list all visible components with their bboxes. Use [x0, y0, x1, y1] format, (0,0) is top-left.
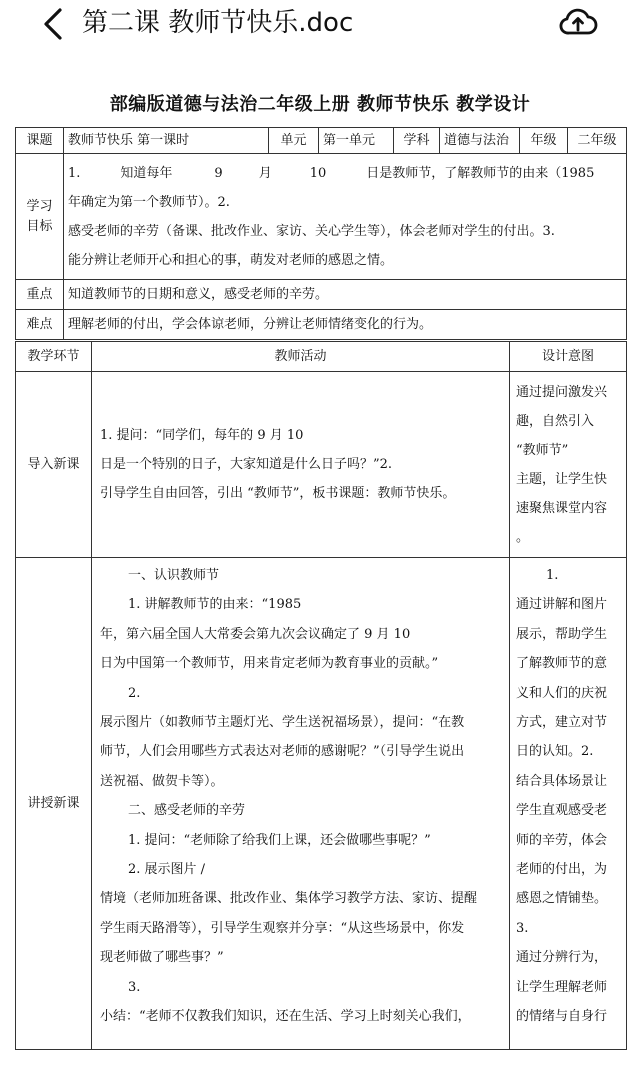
intent-intro-line: 趣，自然引入 — [516, 413, 595, 429]
intent-intro-line: 。 — [516, 529, 530, 545]
intent-line: 结合具体场景让 — [516, 773, 608, 789]
lesson-plan-heading: 部编版道德与法治二年级上册 教师节快乐 教学设计 — [109, 94, 531, 115]
intent-intro-line: 主题，让学生快 — [516, 471, 608, 487]
unit-label: 单元 — [269, 128, 319, 154]
goals-label-line1: 学习 — [26, 198, 53, 214]
activity-line: 1. 讲解教师节的由来：“1985 — [128, 597, 302, 613]
intent-line: 方式，建立对节 — [516, 715, 608, 731]
activity-new-lesson — [92, 558, 510, 1050]
activity-intro-line: 日是一个特别的日子，大家知道是什么日子吗？”2. — [100, 457, 393, 472]
goal-month: 月 — [258, 165, 272, 181]
activity-line: 年，第六届全国人大常委会第九次会议确定了 9 月 10 — [100, 626, 411, 642]
activity-line: 小结：“老师不仅教我们知识，还在生活、学习上时刻关心我们， — [100, 1009, 471, 1025]
header-intent: 设计意图 — [510, 342, 627, 372]
cloud-upload-icon[interactable] — [558, 4, 598, 40]
activity-line: 一、认识教师节 — [128, 568, 220, 583]
goals-label — [16, 154, 64, 280]
lesson-info-table — [15, 127, 627, 340]
activity-line: 送祝福、做贺卡等）。 — [100, 773, 224, 789]
activity-line: 二、感受老师的辛劳 — [128, 803, 246, 819]
intent-line: 展示，帮助学生 — [516, 626, 608, 642]
activity-line: 2. 展示图片 / — [128, 862, 206, 878]
goal-line-2: 年确定为第一个教师节）。2. — [68, 194, 230, 210]
intent-line: 了解教师节的意 — [516, 656, 608, 672]
stage-intro: 导入新课 — [16, 372, 92, 558]
lesson-label: 课题 — [16, 128, 64, 154]
intent-intro — [510, 372, 627, 558]
goal-line-1 — [68, 159, 622, 188]
intent-new-lesson — [510, 558, 627, 1050]
activity-line: 学生雨天路滑等），引导学生观察并分享：“从这些场景中，你发 — [100, 920, 465, 936]
intent-line: 日的认知。2. — [516, 744, 594, 760]
back-arrow-icon[interactable] — [38, 6, 68, 42]
intent-line: 学生直观感受老 — [516, 803, 608, 819]
intent-line: 3. — [516, 920, 529, 936]
subject-label: 学科 — [394, 128, 440, 154]
key-point-label: 重点 — [16, 280, 64, 310]
activity-line: 1. 提问：“老师除了给我们上课，还会做哪些事呢？” — [128, 832, 431, 848]
intent-line: 师的辛劳，体会 — [516, 832, 608, 848]
goals-label-line2: 目标 — [26, 218, 53, 234]
intent-line: 老师的付出，为 — [516, 862, 608, 878]
difficulty-label: 难点 — [16, 310, 64, 340]
intent-line: 义和人们的庆祝 — [516, 685, 608, 701]
goal-line-3: 感受老师的辛劳（备课、批改作业、家访、关心学生等），体会老师对学生的付出。3. — [68, 223, 555, 239]
goal-line-4: 能分辨让老师开心和担心的事，萌发对老师的感恩之情。 — [68, 252, 394, 268]
goal-month-num: 9 — [214, 165, 223, 181]
unit-value: 第一单元 — [319, 128, 394, 154]
activity-line: 日为中国第一个教师节，用来肯定老师为教育事业的贡献。” — [100, 656, 439, 672]
goals-content — [64, 154, 627, 280]
grade-label: 年级 — [520, 128, 568, 154]
goal-text-1f: 日是教师节，了解教师节的由来（1985 — [366, 165, 595, 181]
app-bar — [0, 0, 640, 50]
intent-line: 通过分辨行为， — [516, 950, 608, 966]
intent-line: 1. — [546, 568, 559, 583]
goal-day-num: 10 — [309, 165, 327, 181]
activity-intro-line: 1. 提问：“同学们，每年的 9 月 10 — [100, 428, 304, 443]
header-activity: 教师活动 — [92, 342, 510, 372]
intent-line: 让学生理解老师 — [516, 979, 608, 995]
document-title: 第二课 教师节快乐.doc — [82, 8, 354, 38]
intent-intro-line: 通过提问激发兴 — [516, 384, 608, 400]
intent-intro-line: 速聚焦课堂内容 — [516, 500, 608, 516]
activity-intro — [92, 372, 510, 558]
activity-line: 情境（老师加班备课、批改作业、集体学习教学方法、家访、提醒 — [100, 891, 478, 907]
goal-num-1: 1. — [68, 165, 81, 181]
lesson-value: 教师节快乐 第一课时 — [64, 128, 269, 154]
intent-line: 感恩之情铺垫。 — [516, 891, 608, 907]
activity-line: 师节，人们会用哪些方式表达对老师的感谢呢？”（引导学生说出 — [100, 744, 465, 760]
activity-line: 3. — [128, 979, 141, 995]
grade-value: 二年级 — [568, 128, 627, 154]
difficulty-value: 理解老师的付出，学会体谅老师，分辨让老师情绪变化的行为。 — [64, 310, 627, 340]
activity-line: 2. — [128, 685, 141, 701]
intent-line: 的情绪与自身行 — [516, 1009, 608, 1025]
goal-text-1b: 知道每年 — [120, 165, 173, 181]
subject-value: 道德与法治 — [440, 128, 520, 154]
teaching-process-table — [15, 341, 627, 1050]
header-stage: 教学环节 — [16, 342, 92, 372]
activity-line: 现老师做了哪些事？” — [100, 950, 224, 966]
intent-intro-line: “教师节” — [516, 442, 569, 458]
activity-intro-line: 引导学生自由回答，引出 “教师节”，板书课题：教师节快乐。 — [100, 486, 456, 501]
stage-new-lesson: 讲授新课 — [16, 558, 92, 1050]
key-point-value: 知道教师节的日期和意义，感受老师的辛劳。 — [64, 280, 627, 310]
activity-line: 展示图片（如教师节主题灯光、学生送祝福场景），提问：“在教 — [100, 715, 465, 731]
intent-line: 通过讲解和图片 — [516, 597, 608, 613]
